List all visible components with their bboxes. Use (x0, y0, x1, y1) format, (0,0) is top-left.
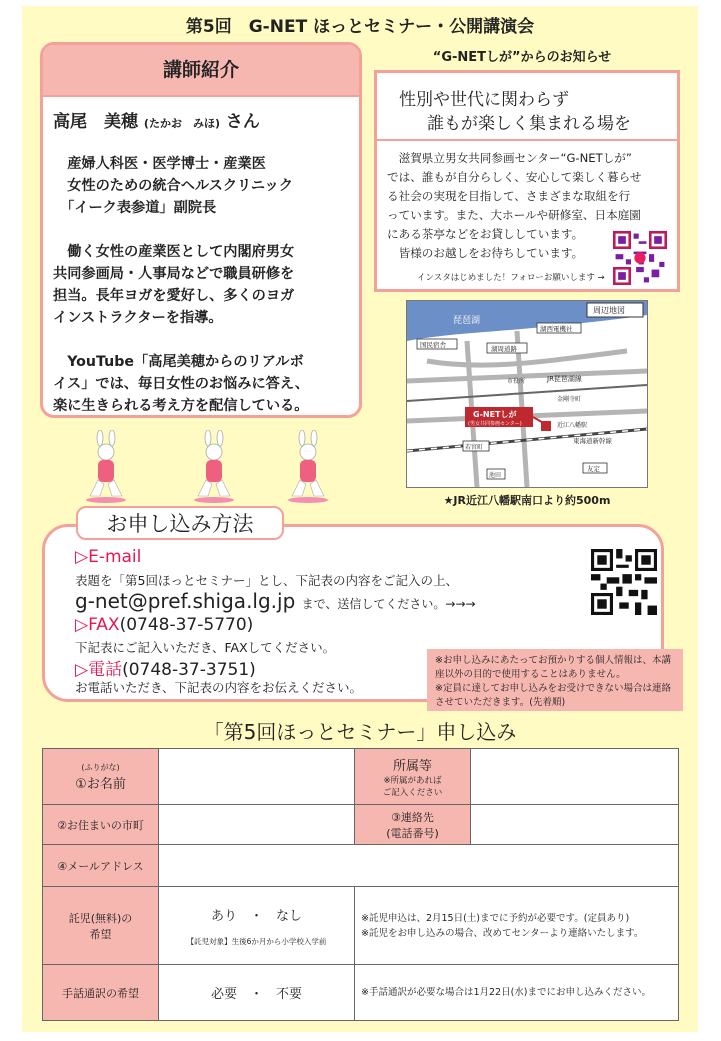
map-caption: ★JR近江八幡駅南口より約500m (443, 494, 611, 507)
phone-method-line (75, 655, 256, 680)
form-row-email (43, 845, 679, 887)
email-address-suffix: まで、送信してください。→→→ (301, 597, 476, 611)
speaker-bio-youtube: YouTube「高尾美穂からのリアルボ イス」では、毎日女性のお悩みに答え、 楽に生きられる考え方を配信している。 (53, 354, 310, 414)
email-input-cell[interactable] (159, 845, 679, 887)
name-label: ①お名前 (75, 776, 126, 792)
city-input-cell[interactable] (159, 805, 355, 845)
form-row-childcare (43, 887, 679, 965)
speaker-name-line (53, 107, 260, 132)
notice-divider (377, 139, 677, 141)
map-station-label: 近江八幡駅 (557, 422, 588, 429)
page-title: 第5回 G-NET ほっとセミナー・公開講演会 (185, 17, 535, 37)
fax-method-label: ▷FAX (75, 615, 120, 635)
name-label-cell (43, 749, 159, 805)
speaker-honorific: さん (225, 112, 260, 132)
map-city-label: 市役所 (507, 378, 526, 385)
map-kanamine-label: 金剛寺町 (557, 396, 582, 403)
map-gnet-label: G-NETしが (473, 410, 517, 419)
map-road-label: 湖周道路 (491, 345, 517, 353)
bunny-yoga-illustration-icon (190, 430, 238, 504)
email-qr-code-icon[interactable] (591, 549, 657, 615)
privacy-notice: ※お申し込みにあたってお預かりする個人情報は、本講座以外の目的で使用することはありません。 ※定員に達してお申し込みをお受けできない場合は連絡させていただきます。(先着順) (427, 649, 683, 711)
notice-heading: “G-NETしが”からのお知らせ (432, 50, 612, 65)
fax-method-line (75, 615, 253, 635)
email-method-description: 表題を「第5回ほっとセミナー」とし、下記表の内容をご記入の上、 (75, 573, 458, 588)
bunny-yoga-illustration-icon (284, 430, 332, 504)
instagram-callout: インスタはじめました！フォローお願いします → (417, 273, 605, 283)
area-map (406, 300, 648, 488)
affiliation-label: 所属等 (392, 759, 432, 774)
affiliation-note: ※所属があれば ご記入ください (382, 776, 443, 798)
map-shop-label: 湖西電機社 (540, 325, 573, 333)
email-address-link[interactable]: g-net@pref.shiga.lg.jp (75, 589, 296, 613)
email-label: ④メールアドレス (43, 845, 159, 887)
contact-input-cell[interactable] (471, 805, 679, 845)
form-title: 「第5回ほっとセミナー」申し込み (203, 720, 517, 744)
email-address-line (75, 589, 476, 613)
form-row-sign-language (43, 965, 679, 1021)
notice-title-line2: 誰もが楽しく集まれる場を (427, 114, 631, 134)
map-hotel-label: 国民宿舎 (420, 341, 446, 349)
form-row-city (43, 805, 679, 845)
childcare-choice-cell[interactable] (159, 887, 355, 965)
application-method-heading: お申し込み方法 (76, 506, 284, 540)
speaker-bio-title: 産婦人科医・医学博士・産業医 女性のための統合ヘルスクリニック 「イーク表参道」副院長 (67, 156, 293, 216)
childcare-options[interactable]: あり ・ なし (210, 908, 302, 924)
form-row-name (43, 749, 679, 805)
map-title: 周辺地図 (593, 306, 625, 315)
application-method-box (42, 524, 671, 708)
email-method-label: ▷E-mail (75, 547, 142, 567)
instagram-qr-code-icon[interactable] (613, 231, 667, 285)
childcare-label: 託児(無料)の 希望 (43, 887, 159, 965)
phone-method-label: ▷電話 (75, 660, 123, 680)
childcare-target: 【託児対象】生後6か月から小学校入学前 (186, 936, 327, 946)
map-tomo-label: 友定 (587, 465, 600, 473)
application-form-table (42, 748, 679, 1021)
city-label: ②お住まいの市町 (43, 805, 159, 845)
map-school-label: 若宮町 (465, 444, 484, 451)
map-ikeda-label: 池田 (489, 472, 502, 479)
bunny-yoga-illustration-icon (82, 430, 130, 504)
speaker-bio-career: 働く女性の産業医として内閣府男女 共同参画局・人事局などで職員研修を 担当。長年ヨガを愛好し、多くのヨガ インストラクターを指導。 (53, 244, 295, 326)
speaker-reading: (たかお みほ) (143, 117, 220, 130)
map-shinkansen-label: 東海道新幹線 (573, 437, 612, 445)
sign-language-label: 手話通訳の希望 (43, 965, 159, 1021)
name-input-cell[interactable] (159, 749, 355, 805)
affiliation-input-cell[interactable] (471, 749, 679, 805)
sign-language-note: ※手話通訳が必要な場合は1月22日(水)までにお申し込みください。 (355, 965, 679, 1021)
flyer-page (22, 6, 698, 1032)
affiliation-label-cell (355, 749, 471, 805)
notice-body: 滋賀県立男女共同参画センター“G-NETしが” では、誰もが自分らしく、安心して楽しく暮らせ る社会の実現を目指して、さまざまな取組を行 っています。また、大ホールや研修室、日本庭園 にある茶亭などをお貸ししています。 皆様のお越しをお待ちしています。 (387, 151, 642, 260)
sign-language-options[interactable]: 必要 ・ 不要 (159, 965, 355, 1021)
notice-title-line1: 性別や世代に関わらず (399, 90, 569, 110)
childcare-note: ※託児申込は、2月15日(土)までに予約が必要です。(定員あり) ※託児をお申し込みの場合、改めてセンターより連絡いたします。 (355, 887, 679, 965)
speaker-heading: 講師紹介 (43, 45, 359, 97)
speaker-card (40, 42, 362, 418)
fax-method-description: 下記表にご記入いただき、FAXしてください。 (75, 640, 336, 655)
map-gnet-sublabel: (男女共同参画センター) (468, 421, 522, 427)
fax-number[interactable]: (0748-37-5770) (119, 615, 254, 635)
notice-box (374, 70, 680, 292)
speaker-name: 高尾 美穂 (53, 112, 138, 132)
area-map-drawing (407, 301, 647, 487)
phone-method-description: お電話いただき、下記表の内容をお伝えください。 (75, 680, 363, 695)
name-ruby-label: (ふりがな) (81, 762, 120, 772)
speaker-bio (53, 153, 359, 418)
contact-label: ③連絡先 (電話番号) (355, 805, 471, 845)
phone-number[interactable]: (0748-37-3751) (122, 660, 256, 680)
map-lake-label: 琵琶湖 (453, 316, 481, 326)
map-jr-label: JR琵琶湖線 (547, 375, 582, 383)
